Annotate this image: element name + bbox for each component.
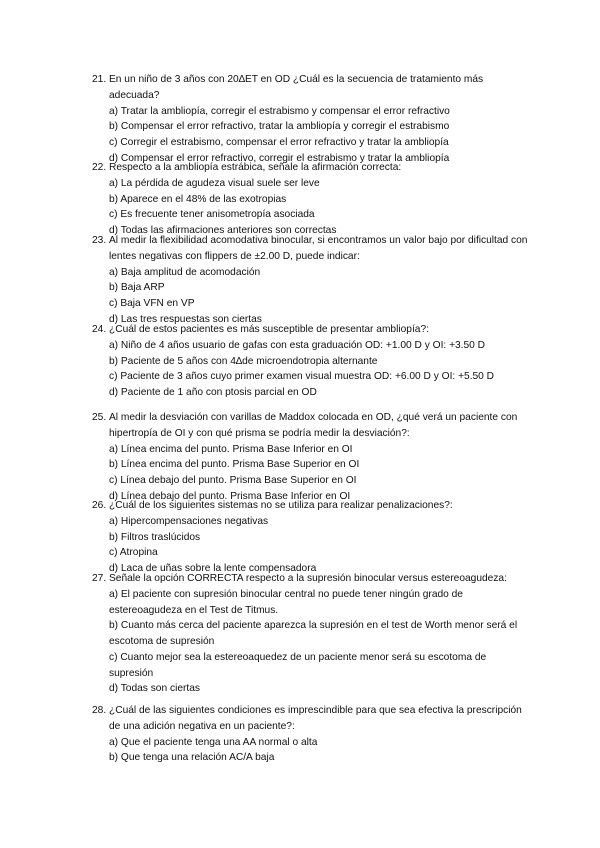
option-c: c) Es frecuente tener anisometropía asociada (109, 209, 315, 221)
question-text: Al medir la flexibilidad acomodativa binocular, si encontramos un valor bajo por dificultad con lentes negativas con flippers de ±2.00 D, puede indicar: (109, 235, 528, 262)
option-a: a) Línea encima del punto. Prisma Base Inferior en OI (109, 443, 353, 455)
question-text: Señale la opción CORRECTA respecto a la supresión binocular versus estereoagudeza: (109, 573, 507, 584)
question-number: 22. (92, 162, 107, 173)
question-text: ¿Cuál de las siguientes condiciones es imprescindible para que sea efectiva la prescripción de una adición negativa en un paciente?: (109, 705, 522, 732)
question-number: 21. (92, 74, 107, 85)
question-text: En un niño de 3 años con 20∆ET en OD ¿Cuál es la secuencia de tratamiento más adecuada? (109, 74, 484, 101)
question-22 (92, 160, 532, 239)
option-c: c) Cuanto mejor sea la estereoaquedez de un paciente menor será su escotoma de supresión (109, 651, 487, 679)
option-a: a) Niño de 4 años usuario de gafas con esta graduación OD: +1.00 D y OI: +3.50 D (109, 339, 486, 351)
question-number: 28. (92, 705, 107, 716)
option-list (109, 104, 532, 167)
option-d: d) Compensar el error refractivo, corregir el estrabismo y tratar la ambliopía (109, 152, 450, 164)
question-26 (92, 498, 532, 577)
question-21 (92, 72, 532, 167)
question-text: Al medir la desviación con varillas de Maddox colocada en OD, ¿qué verá un paciente con hipertropía de OI y con qué prisma se podría medir la desviación?: (109, 412, 518, 439)
option-a: a) La pérdida de agudeza visual suele ser leve (109, 177, 320, 189)
question-23 (92, 233, 532, 328)
option-a: a) Hipercompensaciones negativas (109, 515, 269, 527)
question-number: 27. (92, 573, 107, 584)
option-list (109, 338, 532, 401)
option-c: c) Línea debajo del punto. Prisma Base Superior en OI (109, 475, 357, 486)
option-d: d) Todas son ciertas (109, 683, 200, 695)
question-28 (92, 703, 532, 766)
option-d: d) Las tres respuestas son ciertas (109, 313, 262, 325)
option-list (109, 176, 532, 239)
option-b: b) Compensar el error refractivo, tratar la ambliopía y corregir el estrabismo (109, 121, 450, 133)
option-a: a) El paciente con supresión binocular central no puede tener ningún grado de estereoagudeza en el Test de Titmus. (109, 588, 463, 616)
option-b: b) Línea encima del punto. Prisma Base Superior en OI (109, 459, 360, 471)
option-list (109, 442, 532, 505)
option-d: d) Todas las afirmaciones anteriores son correctas (109, 225, 337, 236)
question-text: Respecto a la ambliopía estrábica, señale la afirmación correcta: (109, 162, 402, 173)
option-list (109, 735, 532, 767)
question-25 (92, 410, 532, 505)
question-24 (92, 322, 532, 401)
option-b: b) Paciente de 5 años con 4∆de microendotropia alternante (109, 355, 378, 367)
question-number: 25. (92, 412, 107, 423)
option-list (109, 587, 532, 697)
option-list (109, 265, 532, 328)
option-list (109, 514, 532, 577)
option-c: c) Paciente de 3 años cuyo primer examen visual muestra OD: +6.00 D y OI: +5.50 D (109, 371, 495, 383)
option-c: c) Baja VFN en VP (109, 298, 195, 309)
option-c: c) Atropina (109, 547, 158, 559)
option-d: d) Paciente de 1 año con ptosis parcial en OD (109, 387, 317, 398)
option-a: a) Baja amplitud de acomodación (109, 266, 261, 278)
question-text: ¿Cuál de estos pacientes es más susceptible de presentar ambliopía?: (109, 324, 429, 335)
question-number: 26. (92, 500, 107, 511)
option-d: d) Laca de uñas sobre la lente compensadora (109, 563, 317, 574)
option-b: b) Filtros traslúcidos (109, 531, 201, 543)
option-b: b) Aparece en el 48% de las exotropias (109, 193, 287, 205)
option-c: c) Corregir el estrabismo, compensar el error refractivo y tratar la ambliopía (109, 137, 449, 148)
option-b: b) Cuanto más cerca del paciente aparezca la supresión en el test de Worth menor será el escotoma de supresión (109, 620, 518, 647)
option-a: a) Que el paciente tenga una AA normal o alta (109, 736, 318, 748)
question-27 (92, 571, 532, 697)
option-d: d) Línea debajo del punto. Prisma Base Inferior en OI (109, 490, 351, 502)
option-b: b) Baja ARP (109, 282, 165, 294)
question-number: 23. (92, 235, 107, 246)
question-text: ¿Cuál de los siguientes sistemas no se utiliza para realizar penalizaciones?: (109, 500, 453, 511)
option-b: b) Que tenga una relación AC/A baja (109, 752, 275, 764)
question-number: 24. (92, 324, 107, 335)
option-a: a) Tratar la ambliopía, corregir el estrabismo y compensar el error refractivo (109, 105, 450, 117)
